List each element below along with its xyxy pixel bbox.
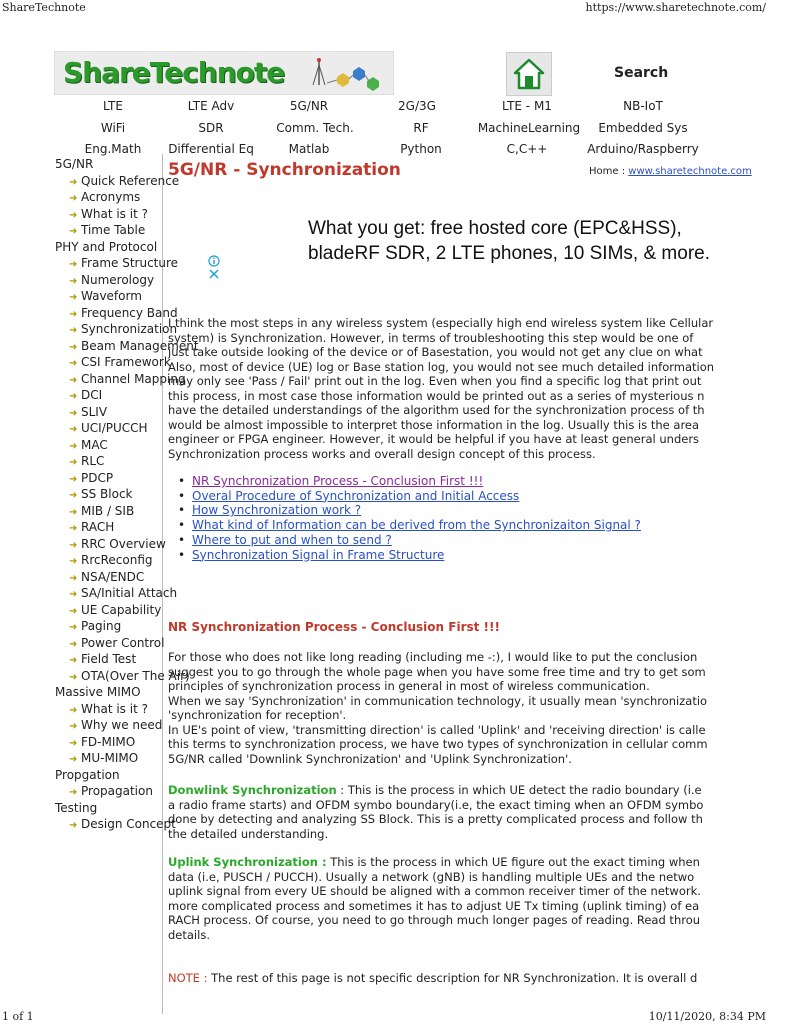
sidebar-link[interactable] (69, 618, 121, 634)
uplink-text: This is the process in which UE figure out the exact timing when (326, 855, 700, 869)
sidebar-category (55, 684, 141, 700)
print-site-name: ShareTechnote (2, 1, 86, 14)
nav-row-2 (55, 121, 768, 141)
sidebar-category (55, 800, 97, 816)
toc-item (192, 548, 641, 563)
sidebar-label: NSA/ENDC (81, 569, 145, 584)
arrow-icon: ➜ (69, 209, 78, 221)
downlink-label: Donwlink Synchronization (168, 783, 337, 797)
section-heading: NR Synchronization Process - Conclusion First !!! (168, 620, 500, 634)
arrow-icon: ➜ (69, 490, 78, 501)
nav-sdr[interactable]: SDR (198, 121, 224, 135)
sidebar-link[interactable] (69, 206, 148, 222)
intro-line: may only see 'Pass / Fail' print out in the log. Even when you find a specific log that print out (168, 374, 702, 388)
sidebar-link[interactable] (69, 717, 162, 733)
sidebar-link[interactable] (69, 222, 145, 238)
print-footer (0, 1010, 768, 1024)
print-url: https://www.sharetechnote.com/ (585, 1, 766, 14)
intro-paragraph (168, 316, 788, 461)
sidebar-link[interactable] (69, 173, 179, 189)
sidebar-link[interactable] (69, 816, 176, 832)
sidebar-label: RACH (81, 520, 115, 534)
sidebar-label: Numerology (81, 272, 155, 287)
arrow-icon: ➜ (69, 605, 78, 617)
conclusion-paragraph (168, 650, 788, 766)
sidebar-label: FD-MIMO (81, 734, 136, 749)
sidebar-label: Propgation (55, 767, 120, 782)
sidebar-label: Testing (55, 800, 98, 815)
nav-rf[interactable]: RF (413, 121, 429, 135)
sidebar-link[interactable] (69, 288, 142, 304)
print-page-count: 1 of 1 (2, 1010, 34, 1023)
downlink-line: done by detecting and analyzing SS Block. This is a pretty complicated process and follow th (168, 812, 703, 826)
nav-differential-eq[interactable]: Differential Eq (168, 142, 254, 156)
sidebar-link[interactable] (69, 651, 136, 667)
sidebar-link[interactable] (69, 437, 108, 453)
sidebar-label: Propagation (81, 784, 153, 798)
arrow-icon: ➜ (69, 292, 78, 303)
arrow-icon: ➜ (69, 308, 78, 320)
downlink-paragraph (168, 783, 788, 841)
sidebar-link[interactable] (69, 750, 138, 766)
sidebar-label: UCI/PUCCH (81, 421, 148, 435)
sidebar-label: Design Concept (81, 817, 176, 831)
sidebar-label: MAC (81, 437, 108, 452)
arrow-icon: ➜ (69, 523, 78, 534)
search-button[interactable]: Search (614, 65, 669, 81)
advertisement[interactable] (208, 206, 768, 286)
sidebar-label: Quick Reference (81, 173, 180, 188)
arrow-icon: ➜ (69, 176, 78, 188)
nav-row-3-clip (0, 142, 768, 154)
toc-item (192, 489, 641, 504)
sidebar-category (55, 239, 157, 255)
nav-lte[interactable]: LTE (103, 99, 123, 113)
downlink-line: the detailed understanding. (168, 826, 329, 841)
arrow-icon: ➜ (69, 374, 78, 386)
nav-5g-nr[interactable]: 5G/NR (289, 99, 329, 113)
arrow-icon: ➜ (69, 556, 78, 567)
sidebar-label: Waveform (81, 289, 142, 303)
sidebar-link[interactable] (69, 321, 177, 337)
arrow-icon: ➜ (69, 407, 78, 419)
home-button[interactable] (506, 52, 552, 96)
sidebar-label: PDCP (81, 470, 114, 485)
arrow-icon: ➜ (69, 391, 78, 402)
close-icon[interactable] (209, 269, 219, 279)
sidebar-link[interactable] (69, 420, 148, 436)
arrow-icon: ➜ (69, 506, 78, 518)
arrow-icon: ➜ (69, 226, 78, 237)
uplink-line: uplink signal from every UE should be aligned with a common receiver timer of the network. (168, 884, 701, 898)
arrow-icon: ➜ (69, 457, 78, 468)
conclusion-line: 5G/NR called 'Downlink Synchronization' and 'Uplink Synchronization'. (168, 751, 572, 766)
sidebar-label: SS Block (81, 487, 133, 501)
sidebar-link[interactable] (69, 536, 166, 552)
sidebar-link[interactable] (69, 602, 161, 618)
arrow-icon: ➜ (69, 539, 78, 551)
sidebar-label: Why we need (81, 718, 163, 732)
info-icon[interactable] (208, 255, 220, 267)
arrow-icon: ➜ (69, 737, 78, 749)
nav-lte-adv[interactable]: LTE Adv (187, 99, 235, 113)
sidebar-label: Frequency Band (81, 305, 178, 320)
sidebar-link[interactable] (69, 701, 148, 717)
sidebar-label: Paging (81, 619, 122, 633)
home-link[interactable]: www.sharetechnote.com (628, 166, 752, 177)
sidebar-link[interactable] (69, 189, 140, 205)
network-icon (305, 55, 389, 93)
ad-line-1[interactable]: What you get: free hosted core (EPC&HSS), (308, 218, 682, 239)
site-logo: ShareTechnote (63, 56, 285, 89)
sidebar-link[interactable] (69, 783, 153, 799)
intro-line: this process, in most case those information would be printed out as a series of mysterious n (168, 388, 705, 403)
nav-arduino-raspberry[interactable]: Arduino/Raspberry (587, 142, 699, 156)
sidebar-link[interactable] (69, 519, 114, 535)
sidebar-label: Channel Mapping (81, 371, 186, 386)
sidebar-label: Massive MIMO (55, 685, 141, 699)
arrow-icon: ➜ (69, 275, 78, 287)
sidebar-link[interactable] (69, 404, 107, 420)
nav-wifi[interactable]: WiFi (100, 121, 126, 135)
table-of-contents (192, 474, 641, 562)
sidebar-link[interactable] (69, 552, 153, 568)
uplink-label: Uplink Synchronization : (168, 855, 327, 869)
sidebar-label: DCI (81, 388, 103, 402)
nav-python[interactable]: Python (400, 142, 442, 156)
sidebar-link[interactable] (69, 486, 133, 502)
note-paragraph (168, 971, 788, 986)
toc-link-information[interactable]: What kind of Information can be derived from the Synchronizaiton Signal ? (192, 518, 641, 533)
arrow-icon: ➜ (69, 358, 78, 369)
print-header (0, 0, 768, 14)
sidebar-link[interactable] (69, 272, 154, 288)
arrow-icon: ➜ (69, 572, 78, 584)
home-icon (513, 58, 545, 90)
sidebar-category (55, 767, 120, 783)
sidebar-label: Field Test (81, 652, 137, 666)
toc-item (192, 533, 641, 548)
sidebar-label: What is it ? (81, 701, 148, 716)
conclusion-line: For those who does not like long reading (including me -:), I would like to put the conclusion (168, 650, 698, 664)
nav-machine-learning[interactable]: MachineLearning (477, 121, 581, 135)
sidebar-label: PHY and Protocol (55, 239, 158, 254)
sidebar-label: Power Control (81, 635, 165, 650)
sidebar-link[interactable] (69, 503, 134, 519)
arrow-icon: ➜ (69, 820, 78, 831)
sidebar-link[interactable] (69, 387, 102, 403)
toc-link-frame-structure[interactable]: Synchronization Signal in Frame Structure (192, 547, 445, 562)
toc-link-overall-procedure[interactable]: Overal Procedure of Synchronization and Initial Access (192, 488, 520, 503)
conclusion-line: principles of synchronization process in general in most of wireless communication. (168, 679, 650, 693)
sidebar-label: RLC (81, 454, 105, 468)
sidebar-label: MIB / SIB (81, 503, 135, 518)
sidebar-label: Beam Management (81, 338, 199, 353)
nav-eng-math[interactable]: Eng.Math (84, 142, 142, 156)
sidebar-link[interactable] (69, 354, 171, 370)
toc-link-conclusion[interactable]: NR Synchronization Process - Conclusion First !!! (192, 474, 484, 488)
sidebar-label: CSI Framework (81, 355, 171, 369)
intro-line: I think the most steps in any wireless system (especially high end wireless system like Cellular (168, 316, 714, 330)
sidebar-label: RrcReconfig (81, 553, 153, 567)
sidebar-link[interactable] (69, 470, 113, 486)
home-breadcrumb (589, 166, 752, 177)
uplink-line: details. (168, 927, 210, 942)
nav-embedded-sys[interactable]: Embedded Sys (598, 121, 688, 135)
intro-line: Synchronization process works and overall design concept of this process. (168, 446, 596, 461)
downlink-first-line (168, 783, 788, 798)
toc-link-where-when[interactable]: Where to put and when to send ? (192, 532, 392, 547)
arrow-icon: ➜ (69, 341, 78, 353)
conclusion-line: this terms to synchronization process, we have two types of synchronization in cellular comm (168, 737, 708, 751)
sidebar-link[interactable] (69, 585, 177, 601)
sidebar-label: Frame Structure (81, 256, 179, 270)
sidebar-label: Acronyms (81, 190, 141, 204)
sidebar-label: SLIV (81, 404, 108, 419)
uplink-line: RACH process. Of course, you need to go through much longer pages of reading. Read throu (168, 913, 701, 927)
sidebar-link[interactable] (69, 569, 144, 585)
note-text: The rest of this page is not specific description for NR Synchronization. It is overall d (207, 971, 698, 985)
conclusion-line: suggest you to go through the whole page when you have some free time and try to get som (168, 664, 706, 679)
uplink-line: data (i.e, PUSCH / PUCCH). Usually a network (gNB) is handling multiple UEs and the netwo (168, 869, 695, 884)
sidebar-link[interactable] (69, 255, 178, 271)
uplink-first-line (168, 855, 788, 870)
sidebar-label: RRC Overview (81, 536, 166, 551)
page-title: 5G/NR - Synchronization (168, 160, 401, 180)
nav-c-cpp[interactable]: C,C++ (506, 142, 548, 156)
toc-link-how-sync-works[interactable]: How Synchronization work ? (192, 503, 362, 518)
arrow-icon: ➜ (69, 671, 78, 683)
note-line (168, 971, 788, 986)
main-content (168, 154, 768, 1014)
arrow-icon: ➜ (69, 787, 78, 798)
sidebar-label: UE Capability (81, 602, 162, 617)
intro-line: just take outside looking of the device or of Basestation, you would not get any clue on what (168, 345, 703, 359)
site-banner[interactable] (54, 51, 394, 95)
conclusion-line: In UE's point of view, 'transmitting direction' is called 'Uplink' and 'receiving direction' is calle (168, 722, 706, 737)
arrow-icon: ➜ (69, 589, 78, 600)
nav-2g-3g[interactable]: 2G/3G (398, 99, 436, 113)
nav-comm-tech[interactable]: Comm. Tech. (276, 121, 354, 135)
toc-item (192, 503, 641, 518)
print-datetime: 10/11/2020, 8:34 PM (648, 1010, 766, 1023)
nav-lte-m1[interactable]: LTE - M1 (502, 99, 552, 113)
arrow-icon: ➜ (69, 325, 78, 336)
arrow-icon: ➜ (69, 259, 78, 270)
arrow-icon: ➜ (69, 622, 78, 633)
arrow-icon: ➜ (69, 655, 78, 666)
arrow-icon: ➜ (69, 704, 78, 716)
arrow-icon: ➜ (69, 754, 78, 765)
sidebar-link[interactable] (69, 635, 164, 651)
sidebar-label: 5G/NR (55, 157, 94, 171)
uplink-line: more complicated process and sometimes it has to adjust UE Tx timing (uplink timing) of ea (168, 898, 700, 913)
arrow-icon: ➜ (69, 440, 78, 452)
intro-line: system) is Synchronization. However, in terms of troubleshooting this step would be one of (168, 330, 694, 345)
nav-matlab[interactable]: Matlab (288, 142, 330, 156)
sidebar-label: SA/Initial Attach (81, 586, 178, 600)
sidebar-link[interactable] (69, 453, 104, 469)
sidebar-label: Synchronization (81, 322, 178, 336)
sidebar-label: Time Table (81, 223, 146, 237)
sidebar-category (55, 156, 93, 172)
uplink-paragraph (168, 855, 788, 942)
toc-item (192, 518, 641, 533)
arrow-icon: ➜ (69, 638, 78, 650)
conclusion-line: 'synchronization for reception'. (168, 708, 347, 722)
nav-row-1 (55, 99, 768, 119)
sidebar-link[interactable] (69, 734, 135, 750)
sidebar-label: OTA(Over The Air) (81, 668, 190, 683)
ad-line-2[interactable]: bladeRF SDR, 2 LTE phones, 10 SIMs, & more. (308, 243, 710, 264)
arrow-icon: ➜ (69, 424, 78, 435)
toc-item (192, 474, 641, 489)
arrow-icon: ➜ (69, 473, 78, 485)
downlink-text: : This is the process in which UE detect the radio boundary (i.e (336, 783, 702, 797)
sidebar-label: MU-MIMO (81, 751, 139, 765)
intro-line: Also, most of device (UE) log or Base station log, you would not see much detailed information (168, 359, 715, 374)
intro-line: would be almost impossible to interpret those information in the log. Usually this is the area (168, 417, 700, 432)
nav-nb-iot[interactable]: NB-IoT (623, 99, 663, 113)
home-label: Home : (589, 166, 629, 177)
intro-line: have the detailed understandings of the algorithm used for the synchronization process of th (168, 403, 705, 417)
downlink-line: a radio frame starts) and OFDM symbo boundary(i.e, the exact timing when an OFDM symbo (168, 797, 704, 812)
sidebar-link[interactable] (69, 305, 178, 321)
arrow-icon: ➜ (69, 193, 78, 204)
note-label: NOTE : (168, 971, 208, 985)
intro-line: engineer or FPGA engineer. However, it would be helpful if you have at least general unders (168, 432, 700, 446)
conclusion-line: When we say 'Synchronization' in communication technology, it usually mean 'synchronizatio (168, 693, 708, 708)
sidebar-label: What is it ? (81, 206, 148, 221)
arrow-icon: ➜ (69, 721, 78, 732)
